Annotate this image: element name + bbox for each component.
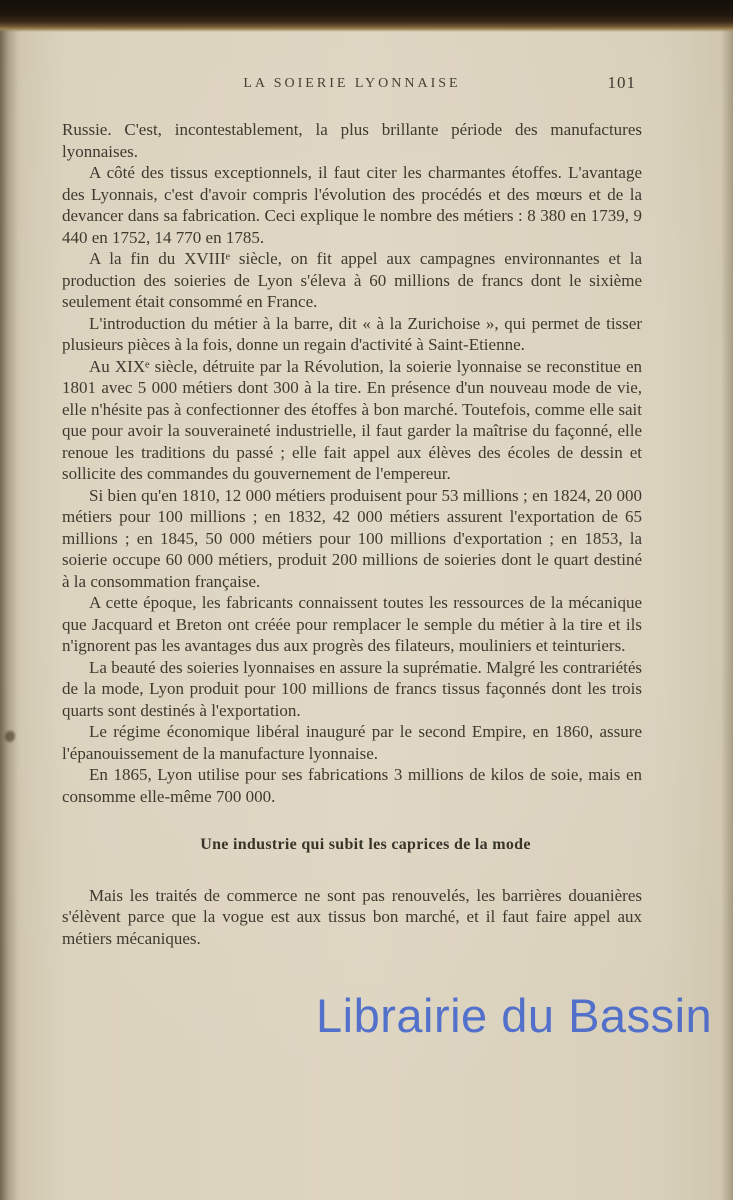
page-right-shadow — [721, 0, 733, 1200]
page-header — [62, 73, 642, 92]
section-heading: Une industrie qui subit les caprices de la mode — [200, 836, 531, 853]
paragraph: Mais les traités de commerce ne sont pas renouvelés, les barrières douanières s'élèvent parce que la vogue est aux tissus bon marché, et il faut faire appel aux métiers mécaniques. — [62, 885, 642, 948]
page-number: 101 — [607, 73, 636, 92]
page-left-shadow — [0, 0, 18, 1200]
paragraph: L'introduction du métier à la barre, dit « à la Zurichoise », qui permet de tisser plusieurs pièces à la fois, donne un regain d'activité à Saint-Etienne. — [62, 313, 642, 354]
paragraph: La beauté des soieries lyonnaises en assure la suprématie. Malgré les contrariétés de la mode, Lyon produit pour 100 millions de francs tissus façonnés dont les trois quarts sont destinés à l'exportation. — [62, 657, 642, 720]
paragraph: Au XIXᵉ siècle, détruite par la Révolution, la soierie lyonnaise se reconstitue en 1801 avec 5 000 métiers dont 300 à la tire. En présence d'un nouveau mode de vie, elle n'hésite pas à confectionner des étoffes à bon marché. Toutefois, comme elle sait que pour avoir la souveraineté industrielle, il faut garder la maîtrise du façonné, elle renoue les traditions du passé ; elle fait appel aux élèves des écoles de dessin et sollicite des commandes du gouvernement de l'empereur. — [62, 356, 642, 483]
paragraph: A la fin du XVIIIᵉ siècle, on fit appel aux campagnes environnantes et la production des soieries de Lyon s'éleva à 60 millions de francs dont le sixième seulement était consommé en France. — [62, 249, 642, 311]
bookseller-watermark: Librairie du Bassin — [316, 989, 713, 1042]
paragraph: A côté des tissus exceptionnels, il faut citer les charmantes étoffes. L'avantage des Lyonnais, c'est d'avoir compris l'évolution des procédés et des mœurs et de la devancer dans sa fabrication. Ceci explique le nombre des métiers : 8 380 en 1739, 9 440 en 1752, 14 770 en 1785. — [62, 163, 642, 247]
book-bottom-edge — [0, 1158, 733, 1200]
paragraph: Le régime économique libéral inauguré par le second Empire, en 1860, assure l'épanouissement de la manufacture lyonnaise. — [62, 722, 642, 763]
paragraph: Si bien qu'en 1810, 12 000 métiers produisent pour 53 millions ; en 1824, 20 000 métiers pour 100 millions ; en 1832, 42 000 métiers assurent l'exportation de 65 millions ; en 1845, 50 000 métiers pour 100 millions d'exportation ; en 1853, la soierie occupe 60 000 métiers, produit 200 millions de soieries dont le quart destiné à la consommation française. — [62, 485, 642, 591]
paragraph: En 1865, Lyon utilise pour ses fabrications 3 millions de kilos de soie, mais en consomme elle-même 700 000. — [62, 765, 642, 806]
book-top-edge — [0, 0, 733, 32]
paragraph: A cette époque, les fabricants connaissent toutes les ressources de la mécanique que Jacquard et Breton ont créée pour remplacer le semple du métier à la tire et ils n'ignorent pas les avantages dus aux progrès des filateurs, mouliniers et teinturiers. — [62, 593, 642, 655]
running-title: LA SOIERIE LYONNAISE — [243, 76, 461, 91]
paragraph: Russie. C'est, incontestablement, la plus brillante période des manufactures lyonnaises. — [62, 120, 642, 161]
page-body — [62, 119, 642, 949]
